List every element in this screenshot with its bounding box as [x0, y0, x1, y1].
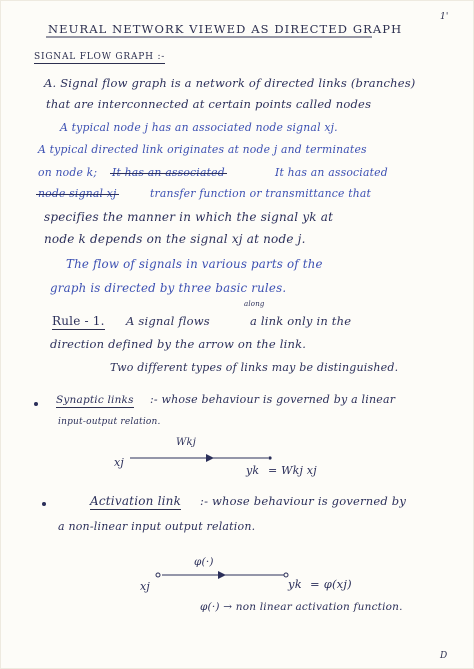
page-number-top: 1' [440, 12, 449, 22]
rule1-insert: along [244, 300, 265, 308]
paragraph2-line6: node k depends on the signal xj at node j. [44, 232, 306, 246]
rule1-line1a: A signal flows [126, 314, 210, 328]
synaptic-equation: = Wkj xj [268, 464, 317, 477]
paragraph2-line3b: It has an associated [275, 166, 388, 179]
activation-equation: = φ(xj) [310, 577, 352, 591]
page-title: NEURAL NETWORK VIEWED AS DIRECTED GRAPH [48, 22, 403, 36]
rule1-line2: direction defined by the arrow on the link. [50, 337, 307, 351]
synaptic-weight: Wkj [176, 437, 197, 448]
paragraph2-line3a: on node k; [38, 166, 98, 179]
rule1-line1b: a link only in the [250, 314, 352, 328]
struck-text: It has an associated [112, 166, 225, 179]
activation-label: Activation link [90, 494, 182, 508]
synaptic-text1: :- whose behaviour is governed by a linear [150, 393, 396, 406]
activation-node-out: yk [288, 577, 302, 591]
paragraph2-line4b: transfer function or transmittance that [150, 187, 372, 200]
paragraph2-line1: A typical node j has an associated node signal xj. [60, 121, 338, 134]
rule1-label: Rule - 1. [52, 314, 105, 328]
rule1-line3: Two different types of links may be distinguished. [110, 361, 399, 374]
synaptic-node-out: yk [246, 464, 260, 477]
paragraph1-line2: that are interconnected at certain points called nodes [46, 97, 372, 111]
paragraph3-line1: The flow of signals in various parts of the [66, 257, 323, 271]
section-heading: SIGNAL FLOW GRAPH :- [34, 52, 166, 62]
struck-text-2: node signal xj [38, 187, 117, 200]
activation-node-in: xj [140, 580, 151, 593]
paragraph1-line1: A. Signal flow graph is a network of directed links (branches) [44, 76, 416, 90]
activation-note: φ(·) → non linear activation function. [200, 601, 403, 613]
page-number-bottom: D [440, 651, 448, 661]
activation-text1: :- whose behaviour is governed by [200, 494, 407, 508]
synaptic-node-in: xj [114, 456, 125, 469]
paragraph3-line2: graph is directed by three basic rules. [50, 281, 287, 295]
paragraph2-line5: specifies the manner in which the signal yk at [44, 210, 334, 224]
activation-function: φ(·) [194, 556, 214, 568]
activation-node-in [156, 573, 160, 577]
activation-text2: a non-linear input output relation. [58, 520, 256, 533]
synaptic-text2: input-output relation. [58, 417, 161, 427]
paragraph2-line2: A typical directed link originates at node j and terminates [38, 143, 367, 156]
synaptic-label: Synaptic links [56, 394, 134, 406]
activation-arrowhead [218, 571, 226, 579]
